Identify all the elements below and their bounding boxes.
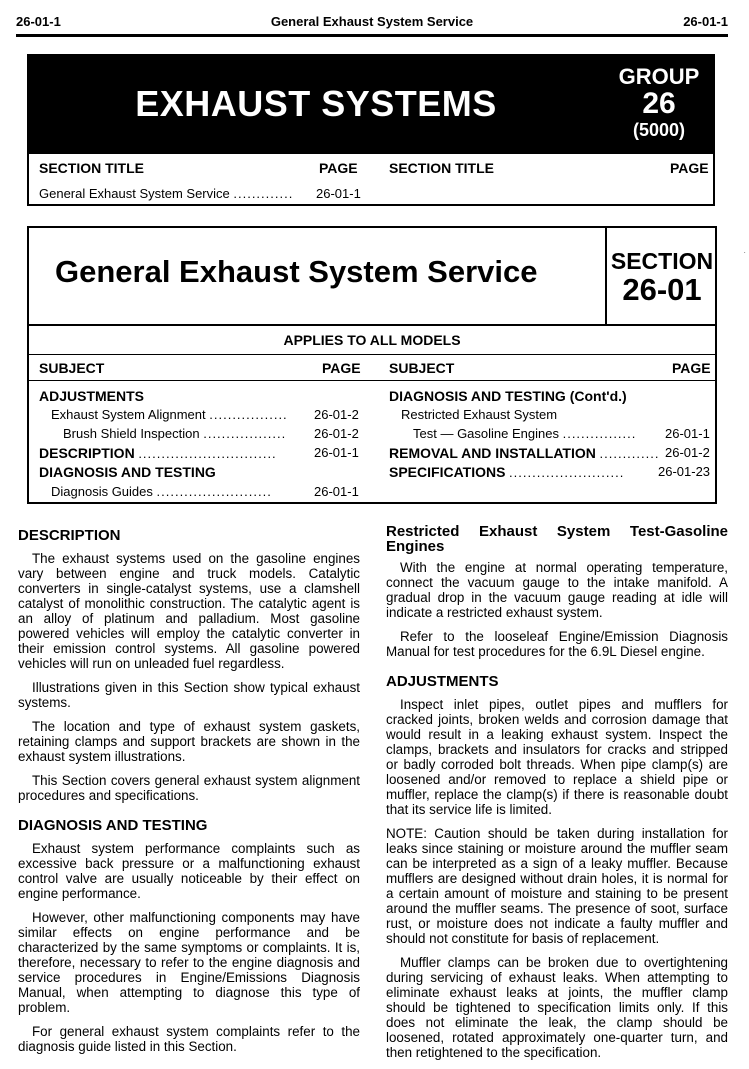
toc-entry[interactable]: Test — Gasoline Engines ................	[413, 426, 637, 441]
toc-heading[interactable]: DIAGNOSIS AND TESTING	[39, 464, 216, 480]
paragraph: For general exhaust system complaints refer to the diagnosis guide listed in this Section.	[18, 1024, 360, 1054]
toc-entry-page: 26-01-23	[658, 464, 711, 479]
toc-entry[interactable]: General Exhaust System Service .............	[39, 186, 294, 201]
section-box	[27, 226, 717, 504]
group-title: EXHAUST SYSTEMS	[29, 56, 603, 152]
body-right-column	[386, 524, 728, 1069]
toc-entry-page: 26-01-2	[665, 445, 710, 460]
group-number: 26	[642, 87, 676, 120]
heading-description: DESCRIPTION	[18, 527, 121, 544]
group-toc	[29, 152, 713, 201]
col-subject-left: SUBJECT	[39, 360, 105, 376]
paragraph: Illustrations given in this Section show typical exhaust systems.	[18, 680, 360, 710]
toc-entry-page: 26-01-2	[314, 426, 359, 441]
paragraph: This Section covers general exhaust system alignment procedures and specifications.	[18, 773, 360, 803]
applies-to: APPLIES TO ALL MODELS	[29, 324, 715, 355]
paragraph: The location and type of exhaust system gaskets, retaining clamps and support brackets are shown in the exhaust system illustrations.	[18, 719, 360, 764]
heading-restricted-test: Restricted Exhaust System Test-Gasoline Engines	[386, 523, 728, 555]
header-page-right: 26-01-1	[683, 14, 728, 29]
paragraph: Inspect inlet pipes, outlet pipes and mufflers for cracked joints, broken welds and corrosion damage that would result in a leaking exhaust system. Inspect the clamps, brackets and insulators for cracks and stripped or badly corroded bolt threads. When pipe clamp(s) are loosened and/or removed to replace a shield pipe or muffler, replace the clamp(s) if there is reasonable doubt that its service life is limited.	[386, 697, 728, 817]
toc-entry-page: 26-01-1	[314, 445, 359, 460]
group-label: GROUP	[618, 64, 700, 89]
section-label: SECTION	[610, 248, 714, 274]
paragraph: With the engine at normal operating temperature, connect the vacuum gauge to the intake manifold. A gradual drop in the vacuum gauge reading at idle will indicate a restricted exhaust system.	[386, 560, 728, 620]
section-number: 26-01	[622, 272, 702, 307]
toc-entry[interactable]: REMOVAL AND INSTALLATION .............	[389, 445, 660, 461]
toc-entry[interactable]: Diagnosis Guides .........................	[51, 484, 272, 499]
toc-entry-page: 26-01-1	[314, 484, 359, 499]
toc-entry[interactable]: Restricted Exhaust System	[401, 407, 558, 422]
section-number-box	[605, 228, 717, 324]
toc-entry-page: 26-01-1	[665, 426, 710, 441]
edge-mark: ·	[743, 248, 746, 257]
toc-entry-page: 26-01-2	[314, 407, 359, 422]
toc-entry[interactable]: SPECIFICATIONS .........................	[389, 464, 625, 480]
group-box	[27, 54, 715, 206]
group-number-box	[603, 56, 713, 152]
toc-heading[interactable]: DIAGNOSIS AND TESTING (Cont'd.)	[389, 388, 627, 404]
header-title: General Exhaust System Service	[270, 14, 474, 29]
paragraph: Refer to the looseleaf Engine/Emission Diagnosis Manual for test procedures for the 6.9L Diesel engine.	[386, 629, 728, 659]
body-left-column	[18, 528, 360, 1063]
col-section-title-left: SECTION TITLE	[39, 160, 144, 176]
heading-adjustments: ADJUSTMENTS	[386, 673, 499, 690]
heading-diagnosis: DIAGNOSIS AND TESTING	[18, 817, 208, 834]
col-section-title-right: SECTION TITLE	[389, 160, 494, 176]
toc-entry[interactable]: Brush Shield Inspection ..................	[63, 426, 287, 441]
toc-entry[interactable]: Exhaust System Alignment .................	[51, 407, 288, 422]
paragraph: Exhaust system performance complaints such as excessive back pressure or a malfunctioning exhaust control valve are usually noticeable by their effect on engine performance.	[18, 841, 360, 901]
header-page-left: 26-01-1	[16, 14, 61, 29]
col-page-left: PAGE	[322, 360, 361, 376]
toc-entry-page: 26-01-1	[316, 186, 361, 201]
col-subject-right: SUBJECT	[389, 360, 455, 376]
paragraph: However, other malfunctioning components may have similar effects on engine performance and be characterized by the same symptoms or complaints. It is, therefore, necessary to refer to the engine diagnosis and service procedures in Engine/Emissions Diagnosis Manual, when attempting to diagnose this type of problem.	[18, 910, 360, 1015]
paragraph: Muffler clamps can be broken due to overtightening during servicing of exhaust leaks. When attempting to eliminate exhaust leaks at joints, the muffler clamp should be tightened to specification limits only. If this does not eliminate the leak, the clamp should be loosened, rotated approximately one-quarter turn, and then retightened to the specification.	[386, 955, 728, 1060]
paragraph: The exhaust systems used on the gasoline engines vary between engine and truck models. Catalytic converters in single-catalyst systems, use a clamshell catalyst of monolithic construction. The catalytic agent is an alloy of platinum and palladium. Most gasoline powered vehicles will employ the catalytic converter in their emission control systems. All gasoline powered vehicles will run on unleaded fuel regardless.	[18, 551, 360, 671]
col-page-left: PAGE	[319, 160, 358, 176]
col-page-right: PAGE	[670, 160, 709, 176]
section-title: General Exhaust System Service	[55, 254, 538, 289]
toc-entry[interactable]: DESCRIPTION ..............................	[39, 445, 277, 461]
group-code: (5000)	[632, 120, 686, 140]
col-page-right: PAGE	[672, 360, 711, 376]
note-paragraph: NOTE: Caution should be taken during installation for leaks since staining or moisture around the muffler seam can be interpreted as a sign of a leaky muffler. Because mufflers are designed without drain holes, it is normal for a certain amount of moisture and staining to be present around the muffler seams. The presence of soot, surface rust, or moisture does not indicate a faulty muffler and should not constitute for basis of replacement.	[386, 826, 728, 946]
running-header	[16, 10, 728, 37]
toc-heading[interactable]: ADJUSTMENTS	[39, 388, 145, 404]
